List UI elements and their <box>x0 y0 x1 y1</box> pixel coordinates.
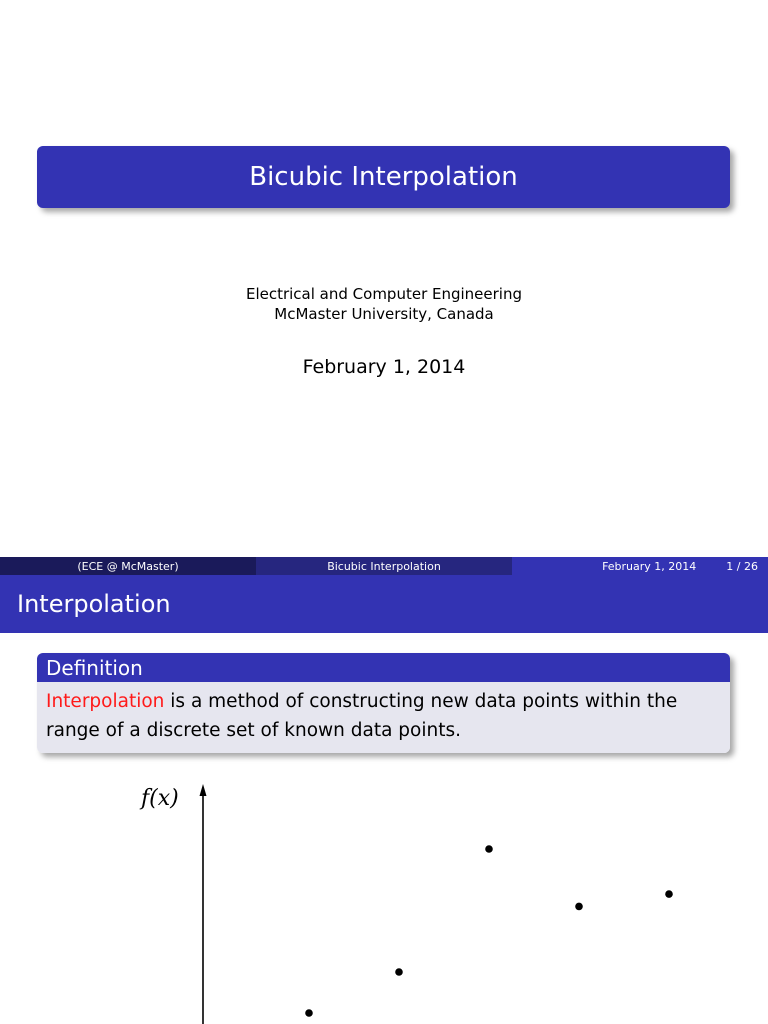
footer-title <box>256 557 512 575</box>
y-axis-arrowhead <box>200 784 207 796</box>
data-point-1 <box>305 1009 313 1017</box>
interpolation-plot <box>0 760 768 1024</box>
data-point-4 <box>575 903 583 911</box>
data-point-2 <box>395 968 403 976</box>
footer-page-number: 1 / 26 <box>726 559 758 573</box>
presentation-date: February 1, 2014 <box>302 356 466 378</box>
definition-text: is a method of constructing new data points within the range of a discrete set of known data points. <box>46 691 678 741</box>
footer-date-text: February 1, 2014 <box>602 559 697 573</box>
footer-author <box>0 557 256 575</box>
data-point-5 <box>665 890 673 898</box>
presentation-title: Bicubic Interpolation <box>249 162 518 192</box>
footer-title-text: Bicubic Interpolation <box>327 559 441 573</box>
definition-block <box>37 653 730 753</box>
definition-term: Interpolation <box>46 691 165 712</box>
footer-date-page <box>512 557 768 575</box>
presentation-title-box <box>37 146 730 208</box>
footer-author-text: (ECE @ McMaster) <box>77 559 179 573</box>
affiliation-line-2: McMaster University, Canada <box>274 305 494 323</box>
slide-footer <box>0 557 768 575</box>
definition-block-body <box>37 682 730 753</box>
data-point-3 <box>485 845 493 853</box>
definition-block-title: Definition <box>46 655 143 680</box>
y-axis-label: f(x) <box>141 786 179 811</box>
frame-title-text: Interpolation <box>17 590 171 618</box>
definition-block-header <box>37 653 730 682</box>
affiliation-line-1: Electrical and Computer Engineering <box>245 285 523 303</box>
frame-title <box>0 575 768 633</box>
